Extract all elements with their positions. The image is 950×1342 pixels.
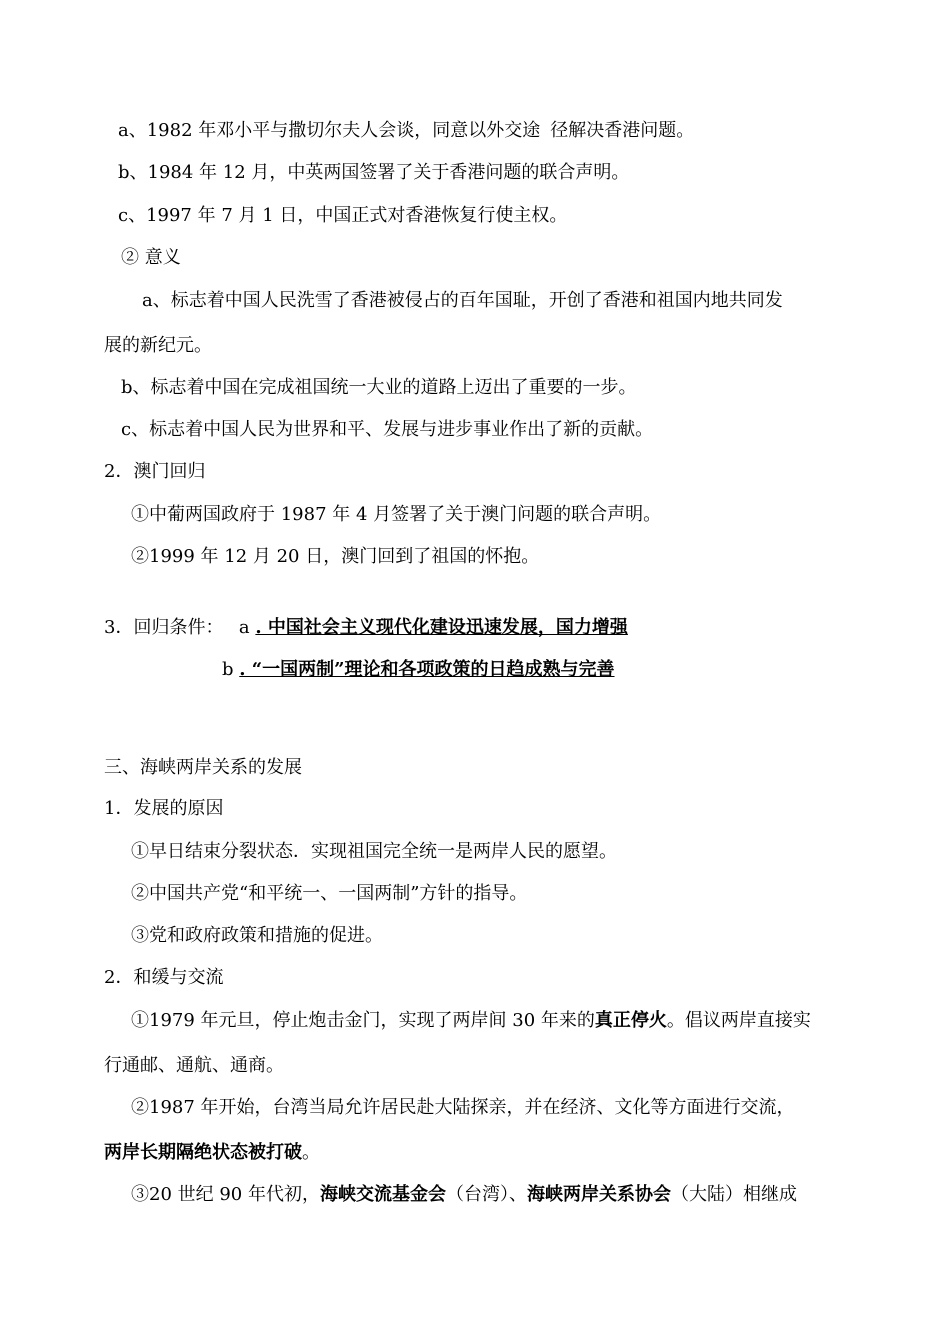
macau-item-1: ①中葡两国政府于 1987 年 4 月签署了关于澳门问题的联合声明。 (131, 504, 662, 525)
exchange-1-line2: 行通邮、通航、通商。 (104, 1055, 284, 1076)
exchange-1-line1 (131, 1009, 811, 1033)
reason-2: ②中国共产党“和平统一、一国两制”方针的指导。 (131, 883, 528, 904)
exchange-2-end: 。 (302, 1142, 320, 1163)
exchange-1-post: 。倡议两岸直接实 (666, 1010, 811, 1031)
exchange-2-bold: 两岸长期隔绝状态被打破 (104, 1142, 302, 1163)
exchange-title: 2．和缓与交流 (104, 967, 224, 988)
macau-title: 2．澳门回归 (104, 461, 206, 482)
conditions-b (222, 658, 615, 682)
conditions-label: 3．回归条件： (104, 617, 224, 638)
conditions-a-prefix: a (238, 617, 250, 638)
hk-significance-a-line2: 展的新纪元。 (104, 335, 212, 356)
conditions-a (104, 616, 628, 640)
hk-process-a (118, 119, 694, 143)
reason-3: ③党和政府政策和措施的促进。 (131, 925, 383, 946)
exchange-3-mid: （台湾）、 (445, 1184, 527, 1205)
exchange-3-bold-1: 海峡交流基金会 (319, 1184, 446, 1205)
exchange-3-bold-2: 海峡两岸关系协会 (526, 1184, 671, 1205)
hk-process-a-text: a、1982 年邓小平与撒切尔夫人会谈，同意以外交途 (118, 120, 541, 141)
exchange-1-bold: 真正停火 (594, 1010, 667, 1031)
exchange-1-pre: ①1979 年元旦，停止炮击金门，实现了两岸间 30 年来的 (131, 1010, 595, 1031)
conditions-b-text: . “一国两制”理论和各项政策的日趋成熟与完善 (239, 659, 615, 680)
hk-significance-b: b、标志着中国在完成祖国统一大业的道路上迈出了重要的一步。 (121, 377, 637, 398)
macau-item-2: ②1999 年 12 月 20 日，澳门回到了祖国的怀抱。 (131, 546, 540, 567)
section3-title: 三、海峡两岸关系的发展 (104, 757, 302, 778)
exchange-3-line1 (131, 1183, 797, 1207)
reason-1: ①早日结束分裂状态．实现祖国完全统一是两岸人民的愿望。 (131, 841, 617, 862)
hk-significance-title: ② 意义 (121, 247, 181, 268)
hk-process-a-tail: 径解决香港问题。 (550, 120, 695, 141)
exchange-3-post: （大陆）相继成 (670, 1184, 797, 1205)
reasons-title: 1．发展的原因 (104, 798, 224, 819)
hk-significance-c: c、标志着中国人民为世界和平、发展与进步事业作出了新的贡献。 (121, 419, 654, 440)
exchange-2-line2 (104, 1141, 320, 1165)
conditions-a-text: . 中国社会主义现代化建设迅速发展，国力增强 (255, 617, 628, 638)
exchange-2-line1: ②1987 年开始，台湾当局允许居民赴大陆探亲，并在经济、文化等方面进行交流， (131, 1097, 795, 1118)
hk-significance-a-line1: a、标志着中国人民洗雪了香港被侵占的百年国耻，开创了香港和祖国内地共同发 (142, 290, 783, 311)
hk-process-b: b、1984 年 12 月，中英两国签署了关于香港问题的联合声明。 (118, 162, 630, 183)
exchange-3-pre: ③20 世纪 90 年代初， (131, 1184, 320, 1205)
hk-process-c: c、1997 年 7 月 1 日，中国正式对香港恢复行使主权。 (118, 205, 568, 226)
conditions-b-prefix: b (222, 659, 234, 680)
